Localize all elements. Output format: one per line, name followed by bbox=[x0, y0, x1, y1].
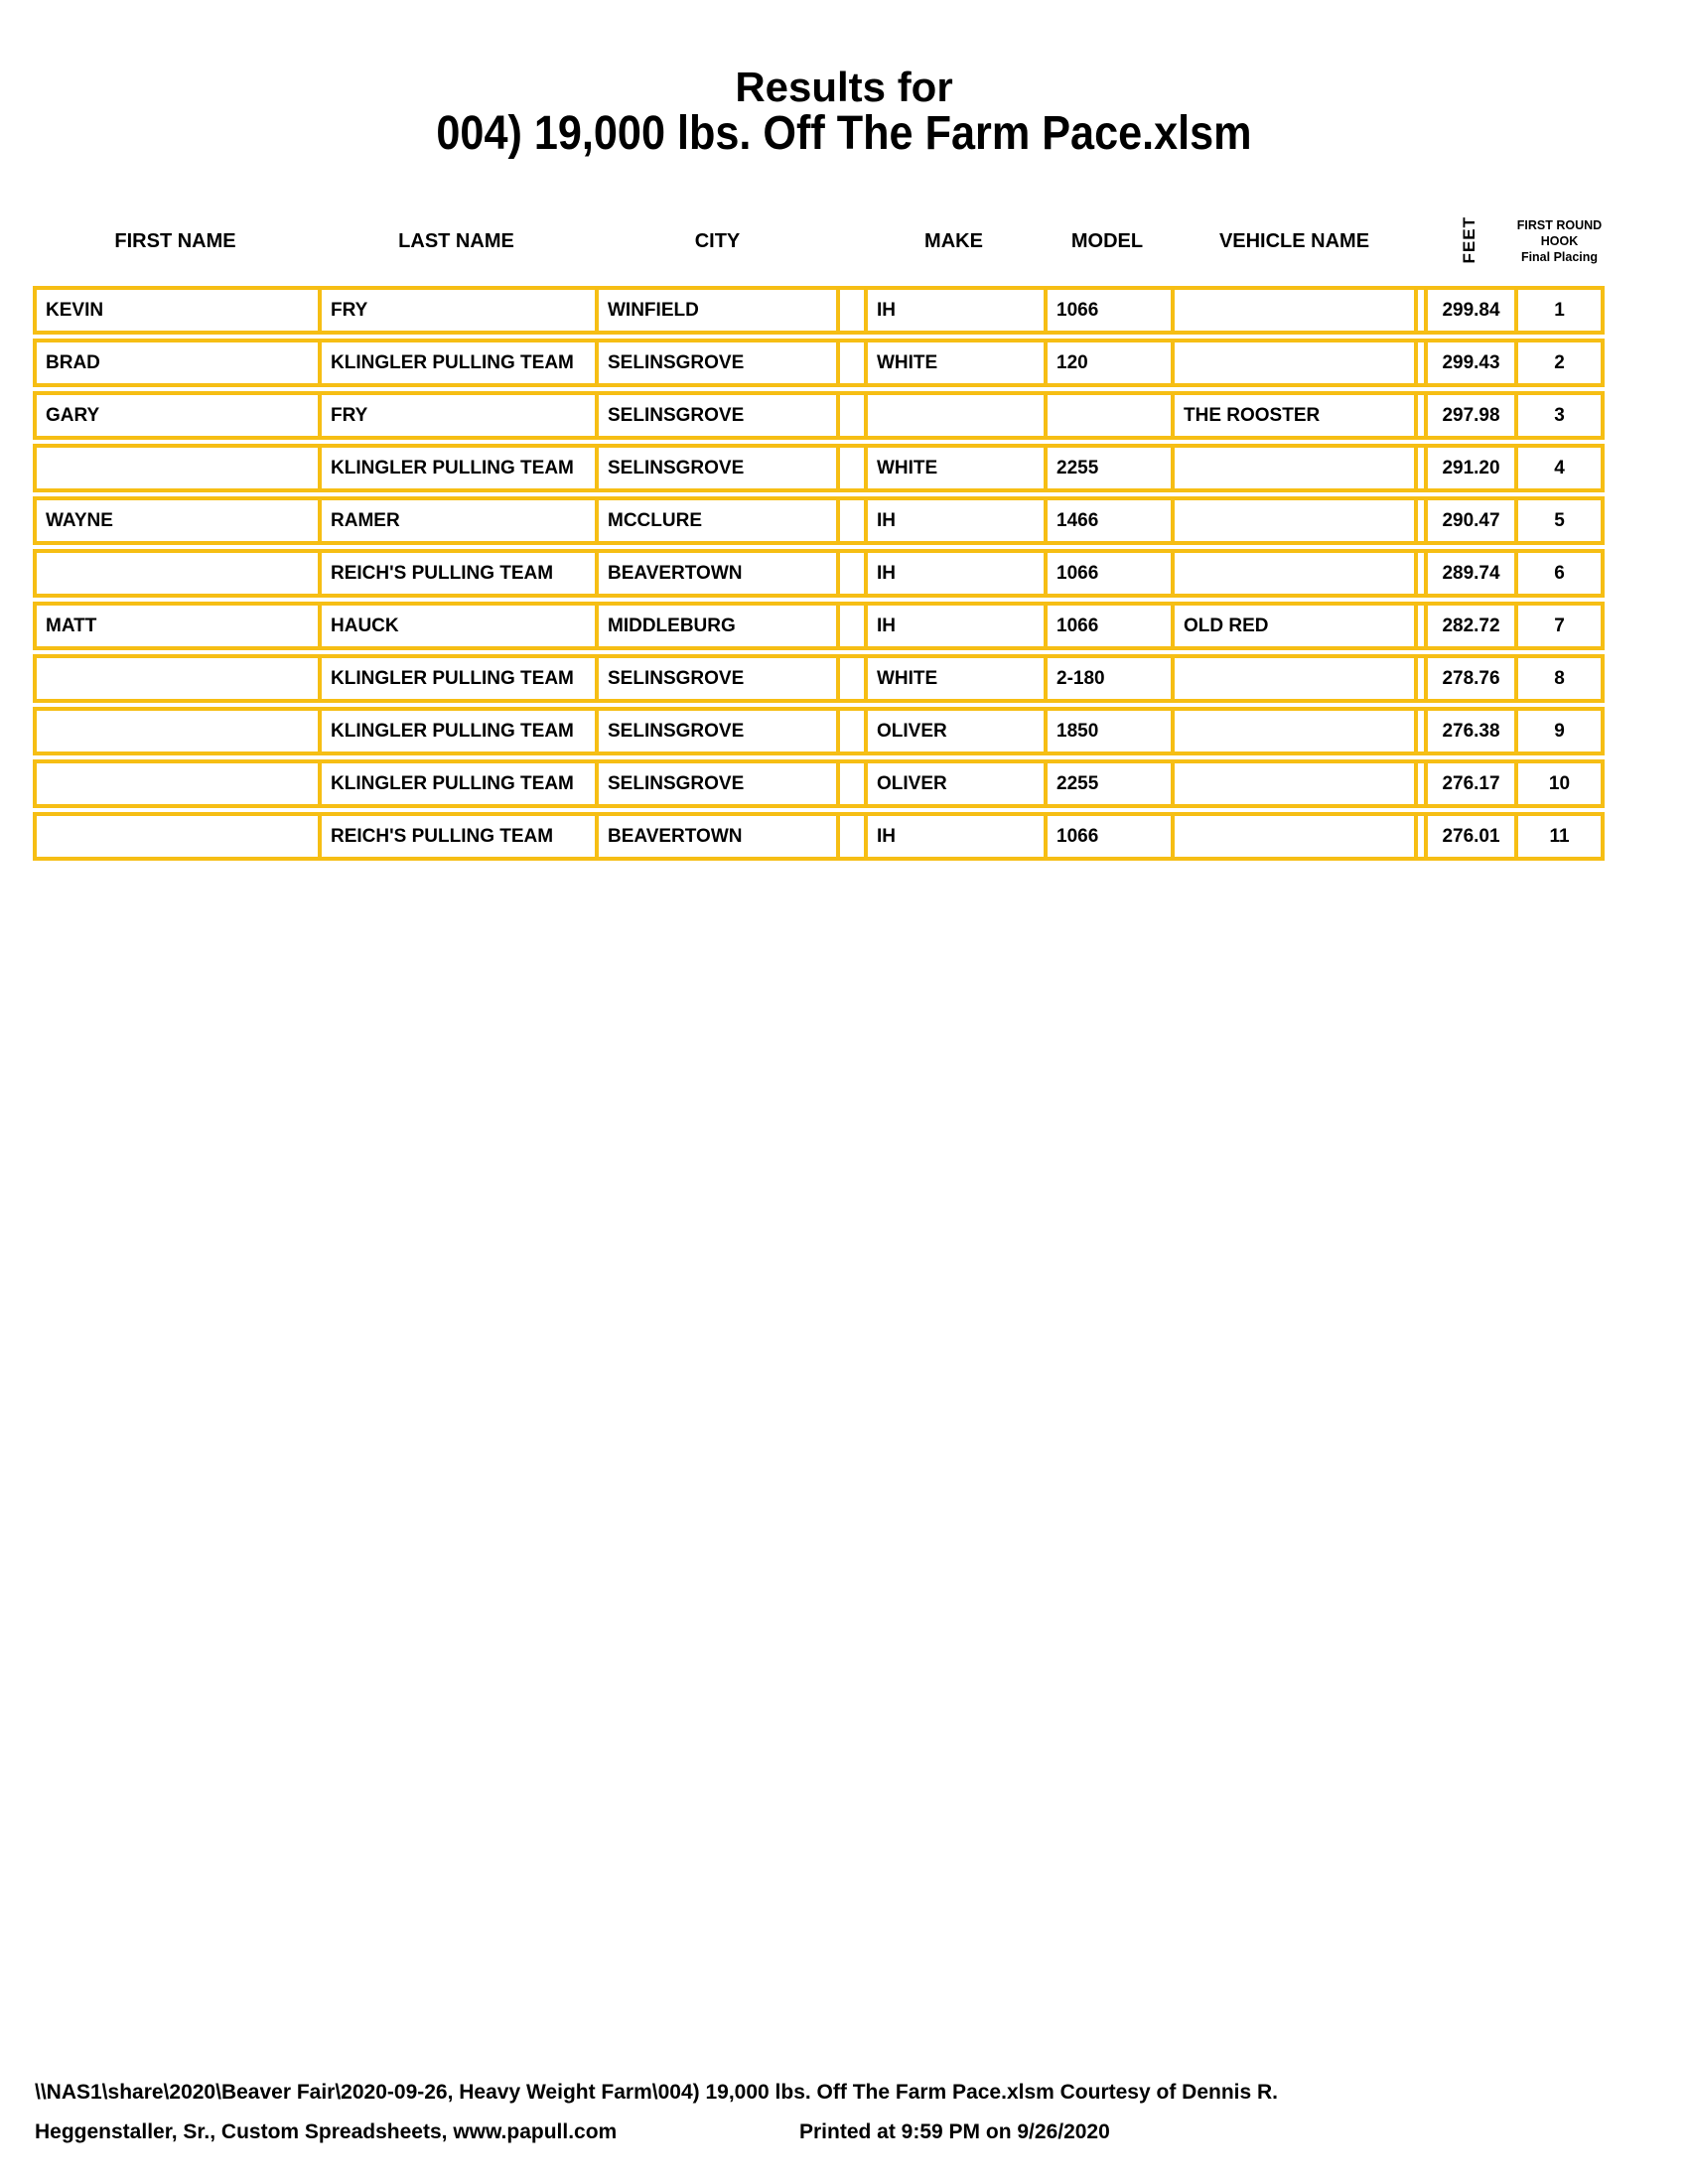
footer-line-2 bbox=[35, 2113, 1653, 2152]
column-gap bbox=[840, 654, 864, 703]
cell-first-name: MATT bbox=[33, 602, 318, 650]
footer-printed-timestamp: Printed at 9:59 PM on 9/26/2020 bbox=[799, 2120, 1110, 2143]
cell-feet: 276.01 bbox=[1424, 812, 1514, 861]
cell-placing: 11 bbox=[1514, 812, 1605, 861]
cell-make: IH bbox=[864, 602, 1044, 650]
cell-model bbox=[1044, 391, 1171, 440]
column-header-make: MAKE bbox=[924, 229, 983, 252]
cell-city: SELINSGROVE bbox=[595, 339, 840, 387]
cell-city: SELINSGROVE bbox=[595, 444, 840, 492]
page-footer bbox=[35, 2073, 1653, 2152]
cell-city: BEAVERTOWN bbox=[595, 812, 840, 861]
table-row bbox=[33, 496, 1605, 545]
table-row bbox=[33, 602, 1605, 650]
cell-feet: 291.20 bbox=[1424, 444, 1514, 492]
cell-feet: 289.74 bbox=[1424, 549, 1514, 598]
footer-credit: Heggenstaller, Sr., Custom Spreadsheets, www.papull.com bbox=[35, 2120, 618, 2143]
placing-header-line2: HOOK bbox=[1540, 234, 1579, 248]
cell-first-name bbox=[33, 654, 318, 703]
cell-placing: 1 bbox=[1514, 286, 1605, 335]
cell-city: SELINSGROVE bbox=[595, 707, 840, 755]
report-subtitle: 004) 19,000 lbs. Off The Farm Pace.xlsm bbox=[436, 107, 1252, 160]
cell-vehicle-name bbox=[1171, 812, 1418, 861]
cell-first-name: GARY bbox=[33, 391, 318, 440]
column-gap bbox=[840, 602, 864, 650]
cell-make: WHITE bbox=[864, 339, 1044, 387]
cell-city: MIDDLEBURG bbox=[595, 602, 840, 650]
cell-model: 2255 bbox=[1044, 759, 1171, 808]
cell-feet: 282.72 bbox=[1424, 602, 1514, 650]
cell-vehicle-name bbox=[1171, 654, 1418, 703]
cell-placing: 3 bbox=[1514, 391, 1605, 440]
cell-first-name: KEVIN bbox=[33, 286, 318, 335]
placing-header-line1: FIRST ROUND bbox=[1516, 218, 1603, 232]
cell-city: BEAVERTOWN bbox=[595, 549, 840, 598]
cell-vehicle-name bbox=[1171, 444, 1418, 492]
placing-header-line3: Final Placing bbox=[1520, 250, 1599, 264]
cell-last-name: KLINGLER PULLING TEAM bbox=[318, 707, 595, 755]
table-row bbox=[33, 444, 1605, 492]
cell-last-name: FRY bbox=[318, 286, 595, 335]
column-gap bbox=[840, 391, 864, 440]
table-header-row bbox=[33, 199, 1605, 284]
column-header-placing bbox=[1514, 199, 1605, 284]
cell-last-name: RAMER bbox=[318, 496, 595, 545]
column-header-last-name: LAST NAME bbox=[398, 229, 514, 252]
cell-model: 1466 bbox=[1044, 496, 1171, 545]
column-gap bbox=[840, 707, 864, 755]
cell-vehicle-name bbox=[1171, 496, 1418, 545]
cell-feet: 290.47 bbox=[1424, 496, 1514, 545]
column-gap bbox=[840, 496, 864, 545]
cell-model: 2255 bbox=[1044, 444, 1171, 492]
cell-model: 1066 bbox=[1044, 602, 1171, 650]
column-header-model: MODEL bbox=[1070, 229, 1144, 252]
cell-vehicle-name: OLD RED bbox=[1171, 602, 1418, 650]
cell-first-name bbox=[33, 444, 318, 492]
cell-make: WHITE bbox=[864, 654, 1044, 703]
column-gap bbox=[840, 549, 864, 598]
cell-city: MCCLURE bbox=[595, 496, 840, 545]
cell-placing: 7 bbox=[1514, 602, 1605, 650]
cell-vehicle-name bbox=[1171, 549, 1418, 598]
column-gap bbox=[840, 759, 864, 808]
cell-placing: 2 bbox=[1514, 339, 1605, 387]
cell-make: WHITE bbox=[864, 444, 1044, 492]
cell-feet: 276.17 bbox=[1424, 759, 1514, 808]
column-header-vehicle-name: VEHICLE NAME bbox=[1218, 229, 1370, 252]
report-title: Results for bbox=[735, 64, 953, 110]
cell-last-name: REICH'S PULLING TEAM bbox=[318, 549, 595, 598]
cell-city: SELINSGROVE bbox=[595, 759, 840, 808]
cell-feet: 276.38 bbox=[1424, 707, 1514, 755]
cell-make: OLIVER bbox=[864, 707, 1044, 755]
table-row bbox=[33, 339, 1605, 387]
cell-placing: 5 bbox=[1514, 496, 1605, 545]
column-header-first-name: FIRST NAME bbox=[114, 229, 236, 252]
cell-first-name bbox=[33, 759, 318, 808]
column-gap bbox=[840, 444, 864, 492]
cell-city: WINFIELD bbox=[595, 286, 840, 335]
cell-vehicle-name bbox=[1171, 759, 1418, 808]
cell-first-name bbox=[33, 707, 318, 755]
footer-line-1: \\NAS1\share\2020\Beaver Fair\2020-09-26, Heavy Weight Farm\004) 19,000 lbs. Off The Farm Pace.xlsm Courtesy of Dennis R. bbox=[35, 2081, 1279, 2104]
table-row bbox=[33, 286, 1605, 335]
cell-model: 120 bbox=[1044, 339, 1171, 387]
results-rows bbox=[33, 286, 1605, 865]
cell-placing: 9 bbox=[1514, 707, 1605, 755]
cell-first-name bbox=[33, 549, 318, 598]
cell-feet: 299.43 bbox=[1424, 339, 1514, 387]
table-row bbox=[33, 391, 1605, 440]
cell-model: 1850 bbox=[1044, 707, 1171, 755]
feet-rotated-label: FEET bbox=[1459, 216, 1478, 264]
cell-first-name bbox=[33, 812, 318, 861]
cell-placing: 4 bbox=[1514, 444, 1605, 492]
column-gap bbox=[840, 286, 864, 335]
cell-last-name: HAUCK bbox=[318, 602, 595, 650]
table-row bbox=[33, 549, 1605, 598]
table-row bbox=[33, 759, 1605, 808]
cell-model: 2-180 bbox=[1044, 654, 1171, 703]
cell-make: IH bbox=[864, 549, 1044, 598]
cell-placing: 8 bbox=[1514, 654, 1605, 703]
table-row bbox=[33, 654, 1605, 703]
cell-vehicle-name bbox=[1171, 339, 1418, 387]
column-gap bbox=[840, 812, 864, 861]
cell-make: OLIVER bbox=[864, 759, 1044, 808]
cell-vehicle-name bbox=[1171, 707, 1418, 755]
cell-first-name: WAYNE bbox=[33, 496, 318, 545]
cell-make: IH bbox=[864, 812, 1044, 861]
cell-last-name: FRY bbox=[318, 391, 595, 440]
cell-vehicle-name bbox=[1171, 286, 1418, 335]
cell-feet: 299.84 bbox=[1424, 286, 1514, 335]
table-row bbox=[33, 812, 1605, 861]
cell-last-name: KLINGLER PULLING TEAM bbox=[318, 759, 595, 808]
cell-model: 1066 bbox=[1044, 549, 1171, 598]
cell-city: SELINSGROVE bbox=[595, 391, 840, 440]
cell-feet: 278.76 bbox=[1424, 654, 1514, 703]
column-header-feet bbox=[1424, 199, 1514, 284]
cell-last-name: KLINGLER PULLING TEAM bbox=[318, 654, 595, 703]
cell-model: 1066 bbox=[1044, 286, 1171, 335]
cell-feet: 297.98 bbox=[1424, 391, 1514, 440]
cell-make: IH bbox=[864, 496, 1044, 545]
cell-city: SELINSGROVE bbox=[595, 654, 840, 703]
cell-last-name: REICH'S PULLING TEAM bbox=[318, 812, 595, 861]
cell-make bbox=[864, 391, 1044, 440]
cell-make: IH bbox=[864, 286, 1044, 335]
cell-first-name: BRAD bbox=[33, 339, 318, 387]
cell-placing: 10 bbox=[1514, 759, 1605, 808]
cell-last-name: KLINGLER PULLING TEAM bbox=[318, 444, 595, 492]
column-header-city: CITY bbox=[694, 229, 741, 252]
cell-model: 1066 bbox=[1044, 812, 1171, 861]
cell-last-name: KLINGLER PULLING TEAM bbox=[318, 339, 595, 387]
column-gap bbox=[840, 339, 864, 387]
table-row bbox=[33, 707, 1605, 755]
cell-placing: 6 bbox=[1514, 549, 1605, 598]
cell-vehicle-name: THE ROOSTER bbox=[1171, 391, 1418, 440]
